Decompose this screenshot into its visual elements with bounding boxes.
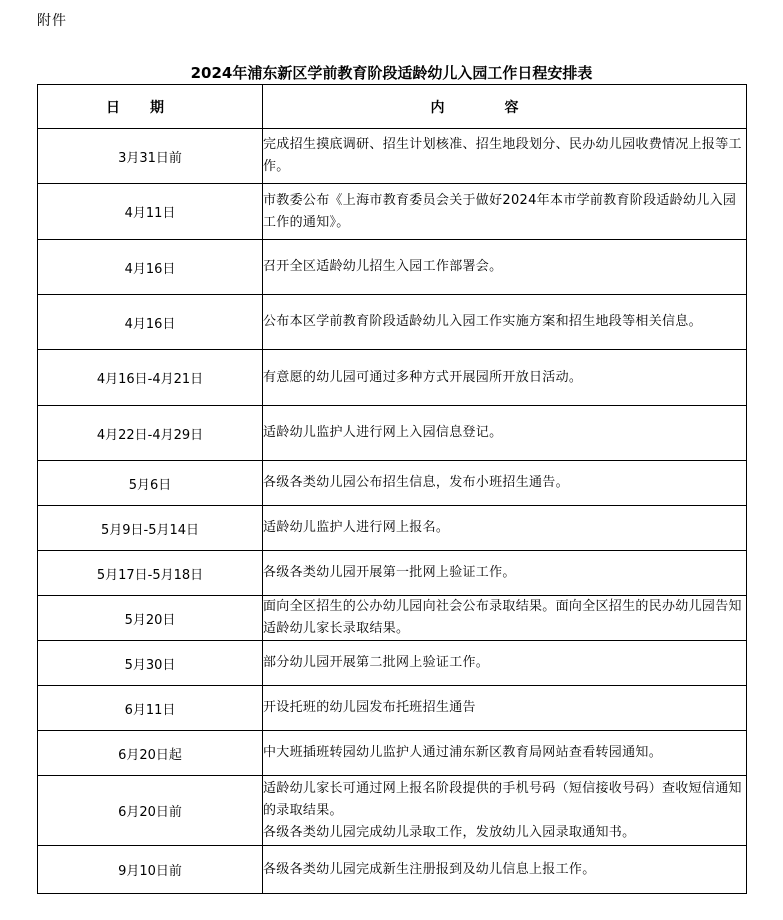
table-row [38,240,747,295]
row-date: 5月30日 [38,641,263,686]
row-content [263,461,747,506]
row-date: 4月22日-4月29日 [38,406,263,461]
row-content-line: 适龄幼儿家长可通过网上报名阶段提供的手机号码（短信接收号码）查收短信通知的录取结果。 [263,780,742,818]
row-content-line: 市教委公布《上海市教育委员会关于做好2024年本市学前教育阶段适龄幼儿入园工作的通知》。 [263,192,737,230]
table-row [38,350,747,406]
table-row [38,461,747,506]
row-content [263,731,747,776]
table-row [38,596,747,641]
header-date: 日期 [38,85,263,129]
row-content-line: 部分幼儿园开展第二批网上验证工作。 [263,655,490,670]
table-row [38,184,747,240]
row-date: 4月16日 [38,295,263,350]
row-date: 5月9日-5月14日 [38,506,263,551]
row-date: 5月17日-5月18日 [38,551,263,596]
row-content-line: 中大班插班转园幼儿监护人通过浦东新区教育局网站查看转园通知。 [263,745,663,760]
row-content [263,846,747,894]
attachment-label: 附件 [37,13,67,29]
row-date: 4月16日-4月21日 [38,350,263,406]
document-title: 2024年浦东新区学前教育阶段适龄幼儿入园工作日程安排表 [190,64,593,82]
row-date: 9月10日前 [38,846,263,894]
row-content-line: 各级各类幼儿园完成新生注册报到及幼儿信息上报工作。 [263,861,596,877]
header-content: 内容 [263,85,747,129]
table-row [38,641,747,686]
row-content-line: 公布本区学前教育阶段适龄幼儿入园工作实施方案和招生地段等相关信息。 [263,314,702,329]
table-row [38,506,747,551]
row-content-line: 召开全区适龄幼儿招生入园工作部署会。 [263,259,503,274]
row-content [263,184,747,240]
row-content-line: 适龄幼儿监护人进行网上报名。 [263,520,450,535]
table-row [38,686,747,731]
row-content-line: 完成招生摸底调研、招生计划核准、招生地段划分、民办幼儿园收费情况上报等工作。 [263,137,742,174]
row-content-line: 各级各类幼儿园公布招生信息，发布小班招生通告。 [263,475,569,490]
row-content [263,551,747,596]
row-content-line: 各级各类幼儿园开展第一批网上验证工作。 [263,565,516,580]
row-date: 4月16日 [38,240,263,295]
row-content-line: 开设托班的幼儿园发布托班招生通告 [263,700,476,715]
table-row [38,129,747,184]
row-content-line: 各级各类幼儿园完成幼儿录取工作，发放幼儿入园录取通知书。 [263,824,636,840]
row-content [263,295,747,350]
row-content [263,776,747,846]
row-content [263,406,747,461]
table-row [38,731,747,776]
row-content-line: 面向全区招生的公办幼儿园向社会公布录取结果。面向全区招生的民办幼儿园告知适龄幼儿家长录取结果。 [263,599,742,636]
row-content [263,596,747,641]
row-date: 6月11日 [38,686,263,731]
table-row [38,551,747,596]
table-row [38,846,747,894]
row-content [263,240,747,295]
row-content [263,641,747,686]
row-date: 6月20日起 [38,731,263,776]
row-content [263,350,747,406]
row-date: 6月20日前 [38,776,263,846]
schedule-rows [38,129,747,894]
row-content [263,129,747,184]
row-date: 5月6日 [38,461,263,506]
table-row [38,776,747,846]
row-content-line: 有意愿的幼儿园可通过多种方式开展园所开放日活动。 [263,369,583,385]
row-date: 4月11日 [38,184,263,240]
row-content [263,686,747,731]
table-header-row [38,85,747,129]
table-row [38,406,747,461]
schedule-table [37,84,747,894]
row-content [263,506,747,551]
row-date: 3月31日前 [38,129,263,184]
table-row [38,295,747,350]
row-content-line: 适龄幼儿监护人进行网上入园信息登记。 [263,425,503,440]
row-date: 5月20日 [38,596,263,641]
